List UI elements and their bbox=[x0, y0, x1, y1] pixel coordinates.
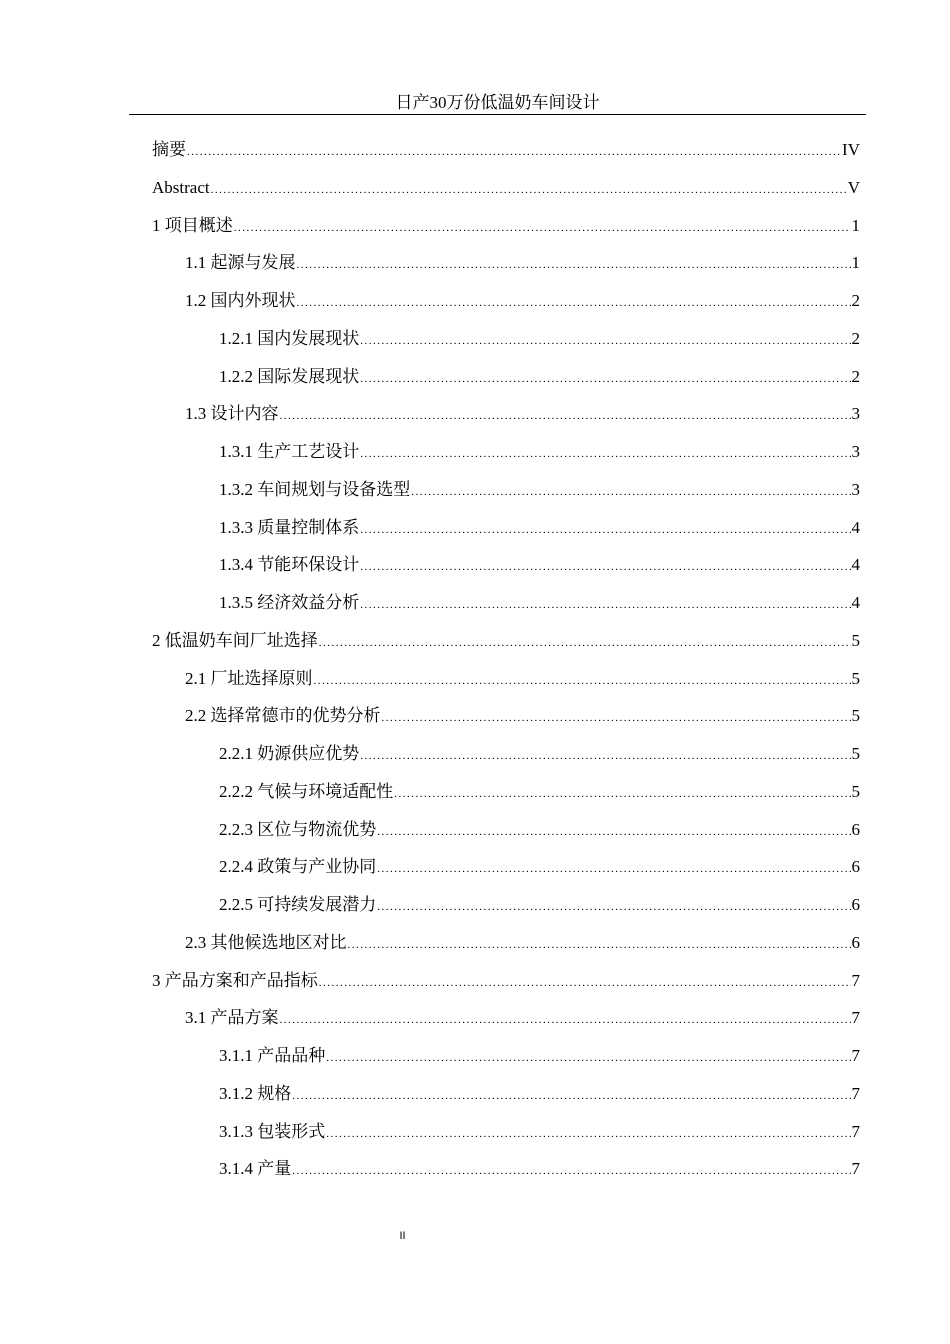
toc-entry-title: 1.3.4 节能环保设计 bbox=[219, 555, 360, 575]
toc-dot-leader bbox=[280, 398, 851, 436]
toc-entry[interactable] bbox=[152, 320, 860, 358]
toc-entry-title: 2.2.1 奶源供应优势 bbox=[219, 744, 360, 763]
toc-dot-leader bbox=[360, 361, 850, 399]
toc-dot-leader bbox=[297, 247, 851, 285]
toc-dot-leader bbox=[360, 436, 850, 474]
toc-entry-title: 3.1.4 产量 bbox=[219, 1159, 292, 1179]
toc-dot-leader bbox=[360, 738, 850, 776]
toc-dot-leader bbox=[280, 1002, 851, 1040]
toc-entry-page: 5 bbox=[851, 630, 860, 650]
toc-dot-leader bbox=[292, 1078, 850, 1116]
toc-dot-leader bbox=[377, 889, 850, 927]
toc-entry-title: 3.1.1 产品品种 bbox=[219, 1046, 326, 1065]
toc-dot-leader bbox=[187, 134, 841, 172]
toc-entry-title: 1.1 起源与发展 bbox=[185, 253, 296, 273]
toc-dot-leader bbox=[382, 700, 851, 738]
toc-entry[interactable] bbox=[152, 584, 860, 622]
toc-entry[interactable] bbox=[152, 169, 860, 207]
toc-dot-leader bbox=[319, 965, 851, 1003]
toc-entry-title: 1.2.2 国际发展现状 bbox=[219, 366, 360, 386]
toc-entry-title: 1.2.1 国内发展现状 bbox=[219, 328, 360, 348]
toc-entry-title: 2.2.2 气候与环境适配性 bbox=[219, 781, 394, 801]
toc-entry-page: 7 bbox=[851, 1159, 860, 1179]
toc-entry[interactable] bbox=[152, 735, 860, 773]
toc-dot-leader bbox=[348, 927, 851, 965]
toc-entry-title: 1 项目概述 bbox=[152, 215, 233, 235]
toc-entry[interactable] bbox=[152, 131, 860, 169]
toc-entry-page: 6 bbox=[851, 857, 860, 877]
toc-entry-page: 1 bbox=[851, 253, 860, 273]
table-of-contents bbox=[152, 131, 860, 1188]
toc-entry[interactable] bbox=[152, 282, 860, 320]
toc-entry[interactable] bbox=[152, 546, 860, 584]
toc-entry-title: 1.3.1 生产工艺设计 bbox=[219, 442, 360, 461]
toc-entry-page: 7 bbox=[851, 1046, 860, 1065]
toc-entry-title: 2.2.3 区位与物流优势 bbox=[219, 819, 377, 839]
toc-entry-title: 2.2.5 可持续发展潜力 bbox=[219, 895, 377, 914]
toc-entry-page: 4 bbox=[851, 593, 860, 612]
toc-entry-title: 3 产品方案和产品指标 bbox=[152, 970, 318, 990]
toc-entry-title: 1.3.3 质量控制体系 bbox=[219, 517, 360, 537]
toc-entry-page: 2 bbox=[851, 328, 860, 348]
toc-entry-page: IV bbox=[842, 140, 860, 159]
page-number: II bbox=[399, 1230, 406, 1242]
toc-dot-leader bbox=[292, 1153, 850, 1191]
toc-entry-page: 7 bbox=[851, 1008, 860, 1028]
toc-entry[interactable] bbox=[152, 660, 860, 698]
header-title: 日产30万份低温奶车间设计 bbox=[395, 93, 600, 112]
toc-entry[interactable] bbox=[152, 622, 860, 660]
toc-entry-page: 3 bbox=[851, 404, 860, 424]
toc-entry[interactable] bbox=[152, 924, 860, 962]
toc-entry-title: 2.2.4 政策与产业协同 bbox=[219, 857, 377, 877]
toc-entry[interactable] bbox=[152, 962, 860, 1000]
toc-entry-title: 1.3.5 经济效益分析 bbox=[219, 593, 360, 612]
toc-entry-page: 3 bbox=[851, 479, 860, 499]
toc-dot-leader bbox=[211, 172, 847, 210]
toc-dot-leader bbox=[394, 776, 850, 814]
toc-entry-title: 1.3 设计内容 bbox=[185, 404, 279, 424]
toc-entry-title: 3.1.3 包装形式 bbox=[219, 1121, 326, 1141]
page-header bbox=[129, 92, 866, 115]
toc-dot-leader bbox=[377, 814, 850, 852]
toc-entry[interactable] bbox=[152, 1037, 860, 1075]
toc-entry[interactable] bbox=[152, 773, 860, 811]
toc-dot-leader bbox=[411, 474, 850, 512]
toc-entry[interactable] bbox=[152, 811, 860, 849]
toc-entry-title: 摘要 bbox=[152, 140, 186, 159]
toc-dot-leader bbox=[360, 323, 850, 361]
toc-entry-page: 5 bbox=[851, 706, 860, 726]
toc-entry[interactable] bbox=[152, 509, 860, 547]
toc-entry-title: Abstract bbox=[152, 177, 210, 197]
toc-entry[interactable] bbox=[152, 471, 860, 509]
toc-entry-page: 7 bbox=[851, 1083, 860, 1103]
toc-entry-page: 6 bbox=[851, 819, 860, 839]
toc-entry-title: 2.2 选择常德市的优势分析 bbox=[185, 706, 381, 726]
toc-dot-leader bbox=[297, 285, 851, 323]
toc-entry-page: 5 bbox=[851, 744, 860, 763]
toc-entry-page: 5 bbox=[851, 668, 860, 688]
toc-entry-page: V bbox=[847, 177, 860, 197]
toc-entry-page: 4 bbox=[851, 555, 860, 575]
toc-entry[interactable] bbox=[152, 848, 860, 886]
toc-entry[interactable] bbox=[152, 886, 860, 924]
toc-entry-title: 1.2 国内外现状 bbox=[185, 291, 296, 310]
toc-dot-leader bbox=[360, 587, 850, 625]
toc-entry[interactable] bbox=[152, 207, 860, 245]
toc-entry-page: 7 bbox=[851, 1121, 860, 1141]
toc-dot-leader bbox=[326, 1116, 850, 1154]
toc-entry-page: 2 bbox=[851, 366, 860, 386]
toc-entry-page: 5 bbox=[851, 781, 860, 801]
toc-entry-title: 2.1 厂址选择原则 bbox=[185, 668, 313, 688]
toc-entry[interactable] bbox=[152, 999, 860, 1037]
toc-dot-leader bbox=[326, 1040, 850, 1078]
toc-entry-title: 1.3.2 车间规划与设备选型 bbox=[219, 479, 411, 499]
toc-dot-leader bbox=[314, 663, 851, 701]
toc-entry-title: 2 低温奶车间厂址选择 bbox=[152, 630, 318, 650]
toc-entry[interactable] bbox=[152, 433, 860, 471]
toc-entry[interactable] bbox=[152, 697, 860, 735]
toc-entry[interactable] bbox=[152, 1075, 860, 1113]
toc-dot-leader bbox=[319, 625, 851, 663]
toc-dot-leader bbox=[377, 851, 850, 889]
toc-entry[interactable] bbox=[152, 1150, 860, 1188]
toc-entry[interactable] bbox=[152, 358, 860, 396]
toc-dot-leader bbox=[360, 512, 850, 550]
toc-entry-page: 6 bbox=[851, 895, 860, 914]
toc-entry-page: 7 bbox=[851, 970, 860, 990]
toc-entry-page: 4 bbox=[851, 517, 860, 537]
toc-entry-page: 6 bbox=[851, 932, 860, 952]
toc-entry-title: 3.1 产品方案 bbox=[185, 1008, 279, 1028]
toc-entry-page: 3 bbox=[851, 442, 860, 461]
toc-entry[interactable] bbox=[152, 1113, 860, 1151]
toc-dot-leader bbox=[360, 549, 850, 587]
toc-dot-leader bbox=[234, 210, 851, 248]
toc-entry-page: 2 bbox=[851, 291, 860, 310]
toc-entry[interactable] bbox=[152, 395, 860, 433]
toc-entry-title: 2.3 其他候选地区对比 bbox=[185, 932, 347, 952]
toc-entry-title: 3.1.2 规格 bbox=[219, 1083, 292, 1103]
toc-entry[interactable] bbox=[152, 244, 860, 282]
toc-entry-page: 1 bbox=[851, 215, 860, 235]
